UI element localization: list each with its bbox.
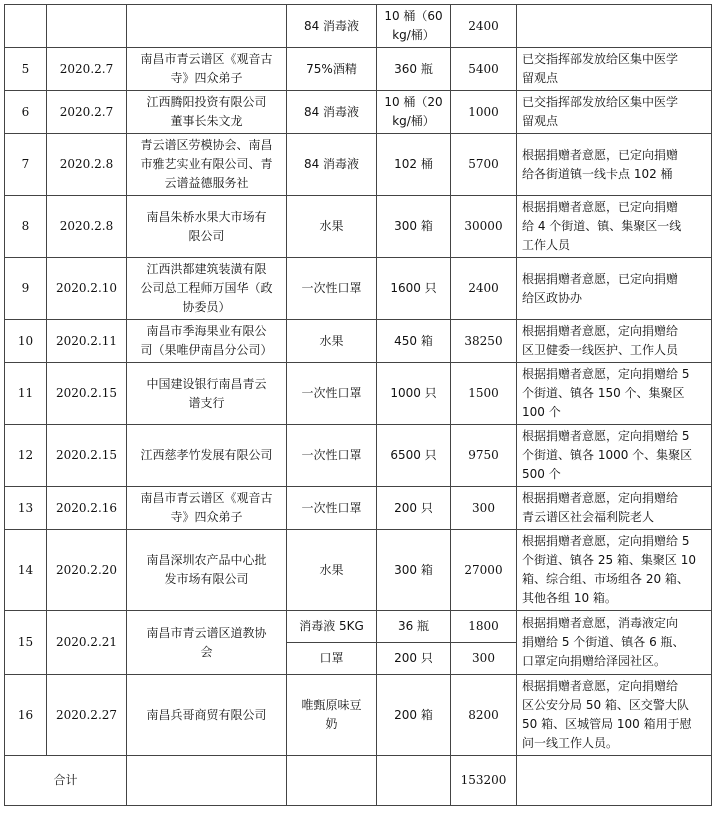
quantity: 36 瓶	[377, 611, 451, 643]
quantity-line: 10 桶（60	[384, 9, 443, 23]
quantity	[377, 196, 451, 258]
remark	[517, 91, 712, 134]
amount: 1000	[451, 91, 517, 134]
remark	[517, 363, 712, 425]
donated-item: 水果	[287, 196, 377, 258]
remark-line: 根据捐赠者意愿，定向捐赠给	[522, 679, 679, 693]
donor-name-line: 中国建设银行南昌青云	[146, 376, 267, 391]
quantity	[377, 487, 451, 530]
row-number: 5	[5, 48, 47, 91]
donation-date: 2020.2.7	[47, 91, 127, 134]
donor-name-line: 协委员）	[182, 300, 231, 314]
donor-name	[127, 320, 287, 363]
donated-item: 一次性口罩	[287, 425, 377, 487]
remark-line: 个街道、镇各 150 个、集聚区	[522, 386, 685, 400]
empty-cell	[287, 756, 377, 806]
table-row	[5, 91, 712, 134]
empty-cell	[377, 756, 451, 806]
row-number: 8	[5, 196, 47, 258]
remark	[517, 487, 712, 530]
amount: 300	[451, 643, 517, 675]
table-row	[5, 611, 712, 643]
donated-item: 消毒液 5KG	[287, 611, 377, 643]
donor-name-line: 南昌深圳农产品中心批	[146, 553, 267, 567]
row-number: 11	[5, 363, 47, 425]
quantity	[377, 320, 451, 363]
empty-cell	[127, 756, 287, 806]
quantity	[377, 363, 451, 425]
donor-name	[127, 134, 287, 196]
remark-line: 青云谱区社会福利院老人	[522, 510, 655, 524]
quantity-line: 200 只	[394, 500, 433, 515]
donor-name-line: 司（果唯伊南昌分公司）	[140, 343, 273, 357]
donor-name	[127, 530, 287, 611]
donation-date: 2020.2.10	[47, 258, 127, 320]
donor-name-line: 谱支行	[188, 395, 225, 410]
row-number: 16	[5, 675, 47, 756]
amount: 5700	[451, 134, 517, 196]
remark	[517, 5, 712, 48]
donated-item: 水果	[287, 320, 377, 363]
remark	[517, 258, 712, 320]
remark-line: 捐赠给 5 个街道、镇各 6 瓶、	[522, 635, 685, 649]
donated-item: 84 消毒液	[287, 134, 377, 196]
amount: 2400	[451, 5, 517, 48]
donor-name	[127, 91, 287, 134]
row-number: 10	[5, 320, 47, 363]
donor-name-line: 寺》四众弟子	[170, 510, 243, 524]
table-row	[5, 320, 712, 363]
donor-name-line: 云谱益德服务社	[164, 176, 249, 190]
donor-name-line: 江西慈孝竹发展有限公司	[140, 448, 273, 462]
donation-date: 2020.2.7	[47, 48, 127, 91]
donated-item-line: 唯甄原味豆	[301, 698, 362, 712]
donor-name	[127, 196, 287, 258]
remark-line: 根据捐赠者意愿，消毒液定向	[522, 616, 679, 630]
donor-name	[127, 48, 287, 91]
row-number: 14	[5, 530, 47, 611]
quantity-line: 300 箱	[394, 562, 433, 577]
remark-line: 问一线工作人员。	[522, 736, 619, 750]
donated-item: 水果	[287, 530, 377, 611]
table-row	[5, 48, 712, 91]
donor-name-line: 江西腾阳投资有限公司	[146, 95, 267, 109]
amount: 8200	[451, 675, 517, 756]
donor-name	[127, 425, 287, 487]
donation-date: 2020.2.16	[47, 487, 127, 530]
remark-line: 区卫健委一线医护、工作人员	[522, 343, 679, 357]
donor-name-line: 南昌市青云谱区《观音古	[140, 491, 273, 505]
remark-line: 个街道、镇各 1000 个、集聚区	[522, 448, 693, 462]
remark-line: 箱、综合组、市场组各 20 箱、	[522, 572, 689, 586]
quantity-line: kg/桶）	[392, 114, 435, 128]
donation-date: 2020.2.11	[47, 320, 127, 363]
table-row	[5, 363, 712, 425]
remark-line: 留观点	[522, 114, 559, 128]
donated-item: 75%酒精	[287, 48, 377, 91]
table-row	[5, 425, 712, 487]
remark-line: 留观点	[522, 71, 559, 85]
quantity	[377, 258, 451, 320]
quantity-line: 1600 只	[390, 281, 437, 295]
quantity	[377, 5, 451, 48]
remark	[517, 611, 712, 675]
amount: 38250	[451, 320, 517, 363]
remark	[517, 675, 712, 756]
row-number: 12	[5, 425, 47, 487]
donor-name	[127, 5, 287, 48]
row-number: 9	[5, 258, 47, 320]
amount: 9750	[451, 425, 517, 487]
remark	[517, 425, 712, 487]
quantity	[377, 675, 451, 756]
donation-date: 2020.2.21	[47, 611, 127, 675]
quantity-line: kg/桶）	[392, 28, 435, 42]
remark	[517, 196, 712, 258]
donor-name-line: 市雅艺实业有限公司、青	[140, 157, 273, 171]
amount: 1800	[451, 611, 517, 643]
quantity-line: 6500 只	[390, 448, 437, 462]
remark-line: 根据捐赠者意愿，定向捐赠给	[522, 491, 679, 505]
donor-name-line: 南昌市青云谱区道教协	[146, 625, 267, 640]
quantity	[377, 530, 451, 611]
table-row	[5, 196, 712, 258]
donor-name	[127, 611, 287, 675]
quantity-line: 450 箱	[394, 333, 433, 348]
remark-line: 根据捐赠者意愿，定向捐赠给	[522, 324, 679, 338]
donated-item: 一次性口罩	[287, 487, 377, 530]
donated-item: 84 消毒液	[287, 5, 377, 48]
row-number: 7	[5, 134, 47, 196]
row-number: 15	[5, 611, 47, 675]
remark-line: 100 个	[522, 405, 561, 419]
amount: 2400	[451, 258, 517, 320]
row-number	[5, 5, 47, 48]
remark	[517, 134, 712, 196]
quantity	[377, 425, 451, 487]
remark-line: 给区政协办	[522, 290, 583, 305]
remark	[517, 48, 712, 91]
table-row	[5, 5, 712, 48]
remark-line: 根据捐赠者意愿，已定向捐赠	[522, 271, 679, 286]
quantity: 200 只	[377, 643, 451, 675]
donor-name-line: 南昌市青云谱区《观音古	[140, 52, 273, 66]
donated-item: 口罩	[287, 643, 377, 675]
table-row	[5, 487, 712, 530]
donor-name-line: 青云谱区劳模协会、南昌	[140, 138, 273, 152]
row-number: 6	[5, 91, 47, 134]
total-amount: 153200	[451, 756, 517, 806]
quantity-line: 200 箱	[394, 707, 433, 722]
row-number: 13	[5, 487, 47, 530]
total-row	[5, 756, 712, 806]
remark-line: 给 4 个街道、镇、集聚区一线	[522, 219, 682, 233]
donated-item: 84 消毒液	[287, 91, 377, 134]
donor-name	[127, 487, 287, 530]
donation-date: 2020.2.8	[47, 134, 127, 196]
donor-name	[127, 363, 287, 425]
donor-name-line: 寺》四众弟子	[170, 71, 243, 85]
amount: 300	[451, 487, 517, 530]
remark-line: 口罩定向捐赠给泽园社区。	[522, 654, 667, 668]
donation-date: 2020.2.8	[47, 196, 127, 258]
quantity-line: 102 桶	[394, 157, 433, 171]
donated-item-line: 奶	[325, 717, 338, 731]
remark-line: 其他各组 10 箱。	[522, 591, 617, 605]
remark-line: 区公安分局 50 箱、区交警大队	[522, 698, 689, 712]
quantity-line: 300 箱	[394, 219, 433, 233]
donor-name-line: 公司总工程师万国华（政	[140, 281, 273, 295]
amount: 5400	[451, 48, 517, 91]
remark-line: 根据捐赠者意愿，定向捐赠给 5	[522, 367, 690, 381]
table-row	[5, 258, 712, 320]
donor-name-line: 南昌朱桥水果大市场有	[146, 209, 267, 224]
remark-line: 已交指挥部发放给区集中医学	[522, 95, 679, 109]
table-row	[5, 675, 712, 756]
amount: 27000	[451, 530, 517, 611]
remark-line: 工作人员	[522, 238, 571, 252]
quantity	[377, 134, 451, 196]
quantity-line: 360 瓶	[394, 61, 433, 76]
remark-line: 500 个	[522, 467, 561, 481]
remark	[517, 320, 712, 363]
remark-line: 根据捐赠者意愿，已定向捐赠	[522, 200, 679, 214]
table-row	[5, 530, 712, 611]
donated-item: 一次性口罩	[287, 363, 377, 425]
donor-name-line: 董事长朱文龙	[170, 114, 243, 128]
remark-line: 个街道、镇各 25 箱、集聚区 10	[522, 553, 696, 567]
donation-date	[47, 5, 127, 48]
remark-line: 根据捐赠者意愿，定向捐赠给 5	[522, 429, 690, 443]
quantity-line: 1000 只	[390, 386, 437, 400]
empty-cell	[517, 756, 712, 806]
donated-item	[287, 675, 377, 756]
donated-item: 一次性口罩	[287, 258, 377, 320]
quantity	[377, 91, 451, 134]
donor-name-line: 南昌兵哥商贸有限公司	[146, 707, 267, 722]
donor-name	[127, 675, 287, 756]
donor-name-line: 会	[200, 644, 213, 659]
donation-date: 2020.2.15	[47, 363, 127, 425]
donation-date: 2020.2.15	[47, 425, 127, 487]
donor-name-line: 限公司	[188, 228, 225, 243]
remark-line: 给各街道镇一线卡点 102 桶	[522, 166, 673, 181]
remark	[517, 530, 712, 611]
total-label: 合计	[5, 756, 127, 806]
amount: 30000	[451, 196, 517, 258]
remark-line: 已交指挥部发放给区集中医学	[522, 52, 679, 66]
donation-date: 2020.2.20	[47, 530, 127, 611]
donor-name	[127, 258, 287, 320]
donation-date: 2020.2.27	[47, 675, 127, 756]
table-row	[5, 134, 712, 196]
donor-name-line: 发市场有限公司	[164, 572, 249, 586]
quantity	[377, 48, 451, 91]
donation-table	[4, 4, 712, 806]
donor-name-line: 江西洪都建筑装潢有限	[146, 262, 267, 276]
remark-line: 50 箱、区城管局 100 箱用于慰	[522, 717, 692, 731]
remark-line: 根据捐赠者意愿，已定向捐赠	[522, 147, 679, 162]
donor-name-line: 南昌市季海果业有限公	[146, 324, 267, 338]
amount: 1500	[451, 363, 517, 425]
quantity-line: 10 桶（20	[384, 95, 443, 109]
remark-line: 根据捐赠者意愿，定向捐赠给 5	[522, 534, 690, 548]
